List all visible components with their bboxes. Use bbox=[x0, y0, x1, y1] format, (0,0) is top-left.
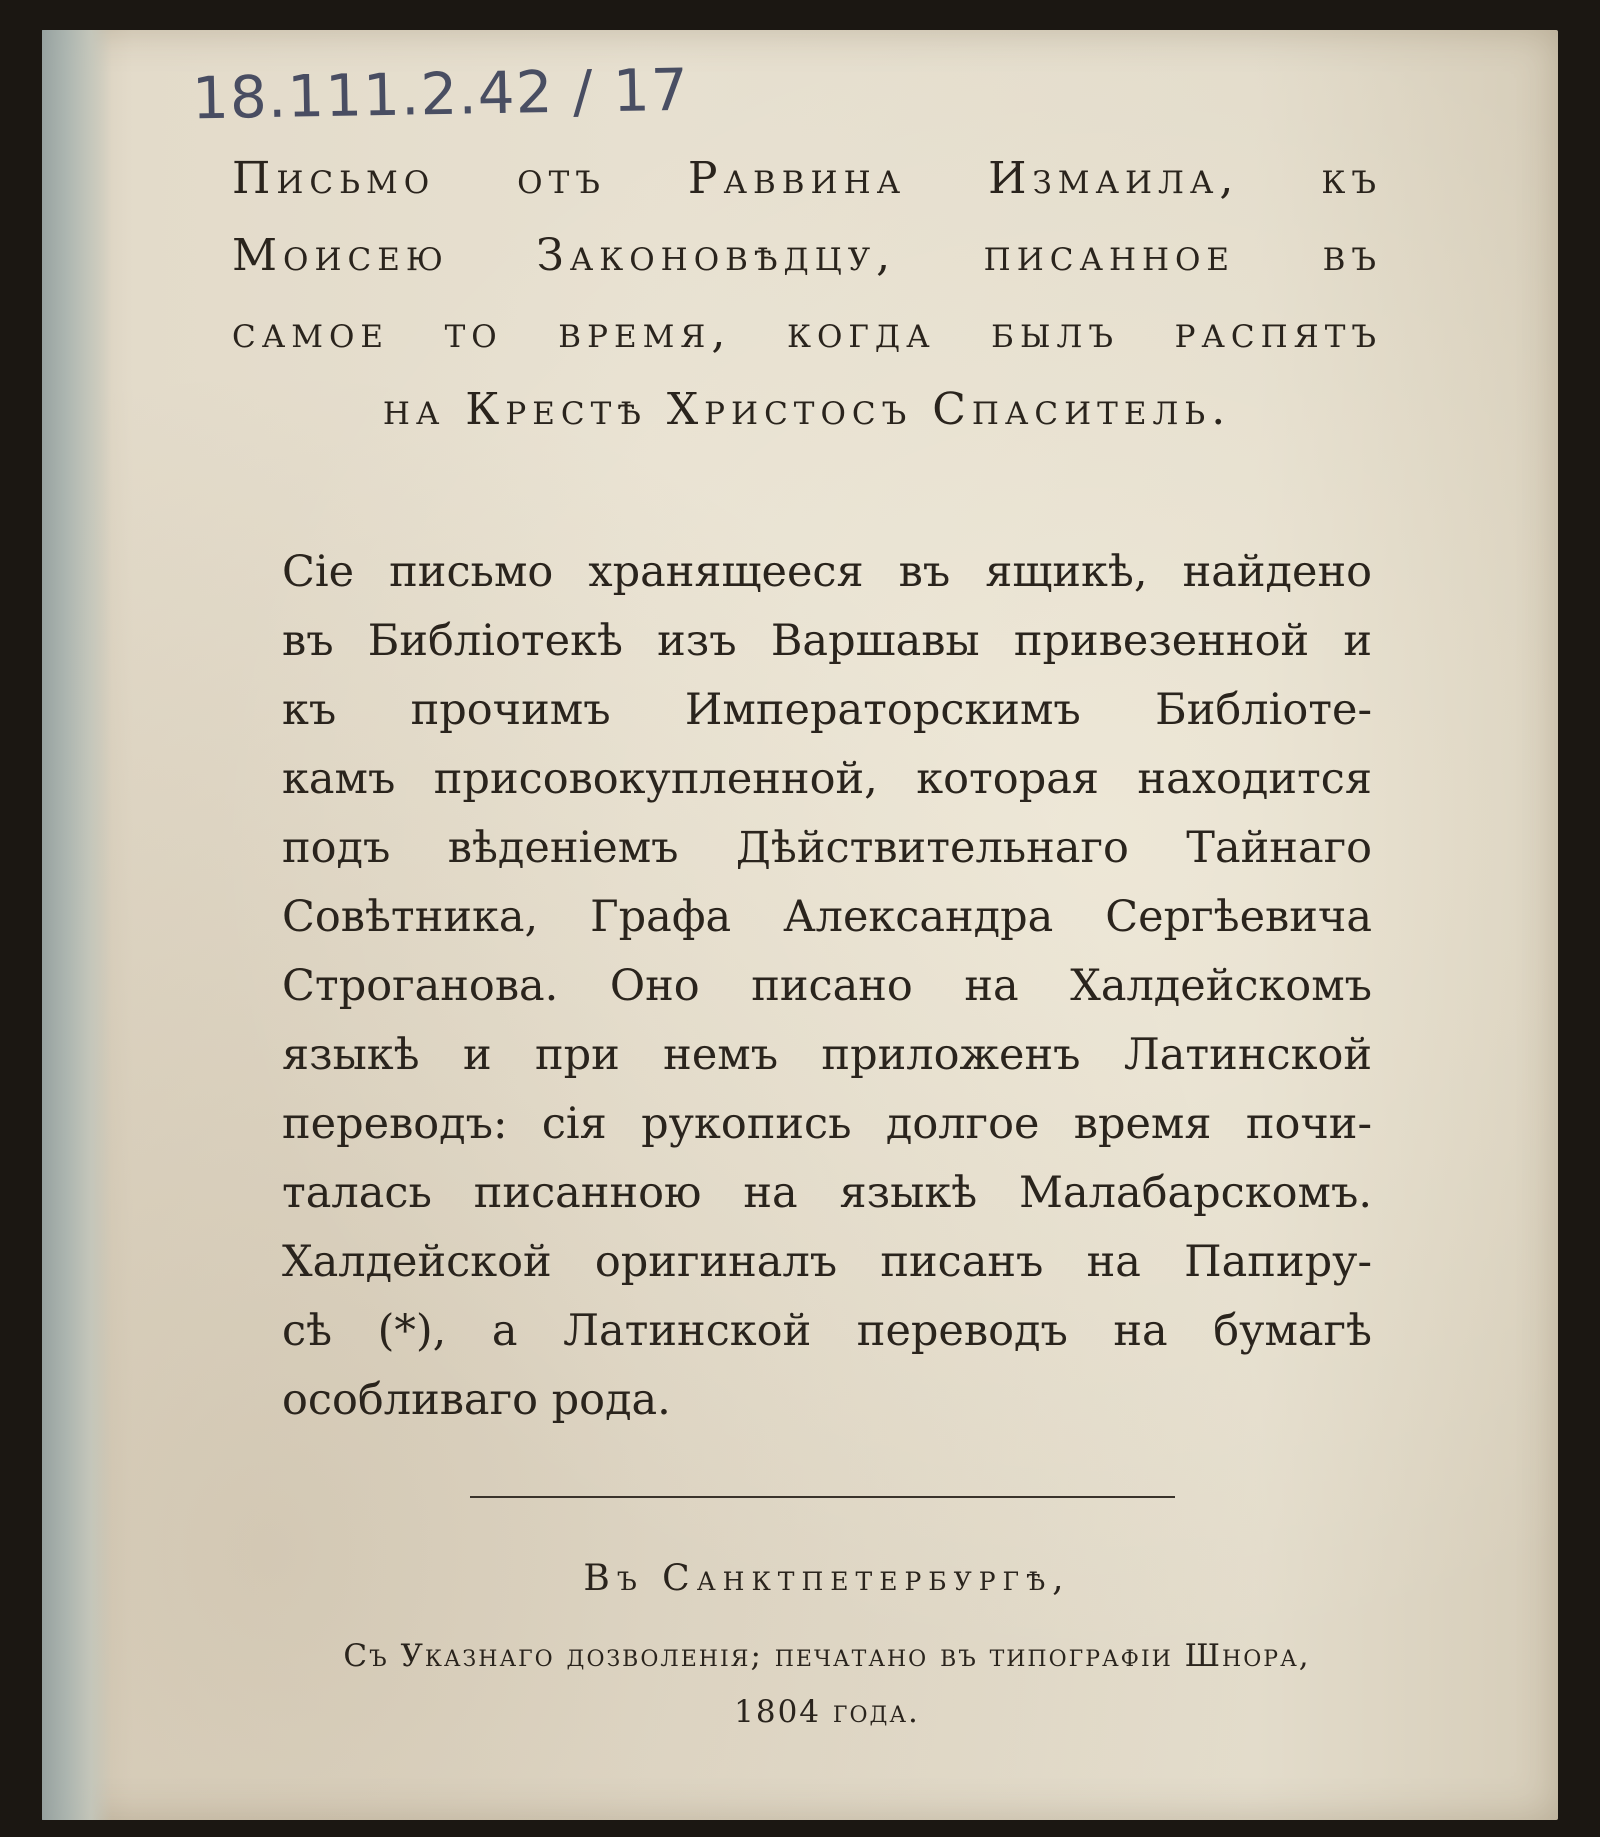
binding-strip bbox=[42, 30, 112, 1820]
body-line: языкѣ и при немъ приложенъ Латинской bbox=[282, 1030, 1372, 1080]
imprint-city: Въ Санктпетербургѣ, bbox=[583, 1558, 1071, 1599]
handwritten-shelfmark: 18.111.2.42 / 17 bbox=[191, 55, 690, 133]
title-line: на Крестѣ Христосъ Спаситель. bbox=[382, 384, 1232, 435]
imprint-press: Съ Указнаго дозволенія; печатано въ типографіи Шнора, bbox=[343, 1638, 1311, 1674]
body-line: Совѣтника, Графа Александра Сергѣевича bbox=[282, 892, 1372, 942]
imprint-year: 1804 года. bbox=[734, 1694, 920, 1730]
body-paragraph bbox=[282, 538, 1372, 1435]
title-line: Письмо отъ Раввина Измаила, къ bbox=[232, 153, 1382, 204]
body-line: сѣ (*), а Латинской переводъ на бумагѣ bbox=[282, 1306, 1372, 1356]
body-line: особливаго рода. bbox=[282, 1375, 671, 1425]
body-line: камъ присовокупленной, которая находится bbox=[282, 754, 1372, 804]
separator-rule bbox=[470, 1496, 1175, 1498]
title-line: самое то время, когда былъ распятъ bbox=[232, 307, 1382, 358]
body-line: Строганова. Оно писано на Халдейскомъ bbox=[282, 961, 1372, 1011]
body-line: талась писанною на языкѣ Малабарскомъ. bbox=[282, 1168, 1372, 1218]
document-title bbox=[232, 140, 1382, 448]
body-line: переводъ: сія рукопись долгое время почи- bbox=[282, 1099, 1372, 1149]
body-line: къ прочимъ Императорскимъ Библіоте- bbox=[282, 685, 1372, 735]
title-line: Моисею Законовѣдцу, писанное въ bbox=[232, 230, 1382, 281]
body-line: подъ вѣденіемъ Дѣйствительнаго Тайнаго bbox=[282, 823, 1372, 873]
body-line: Халдейской оригиналъ писанъ на Папиру- bbox=[282, 1237, 1372, 1287]
body-line: Сіе письмо хранящееся въ ящикѣ, найдено bbox=[282, 547, 1372, 597]
document-page bbox=[42, 30, 1558, 1820]
body-line: въ Библіотекѣ изъ Варшавы привезенной и bbox=[282, 616, 1372, 666]
